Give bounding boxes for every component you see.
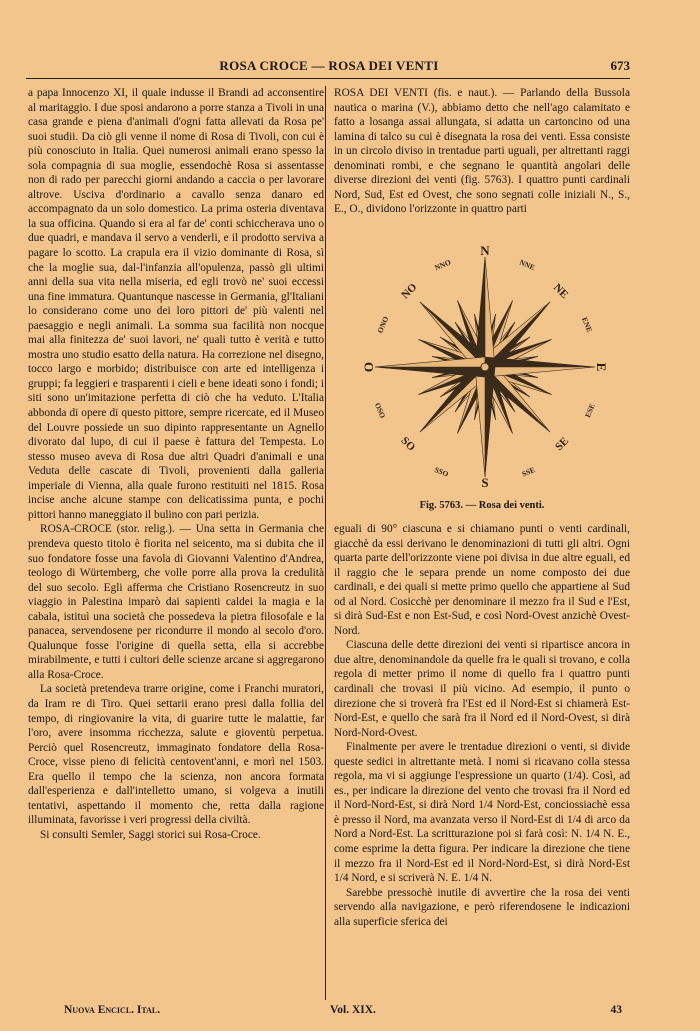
page-number: 673 [610, 58, 630, 73]
figure-caption: Fig. 5763. — Rosa dei venti. [419, 500, 545, 511]
paragraph-navigazione: Sarebbe pressochè inutile di avvertire che la rosa dei venti servendo alla navigazione, e però riferendosene le indicazioni alla superficie sferica dei [334, 886, 630, 928]
paragraph-cardinali: eguali di 90° ciascuna e si chiamano punti o venti cardinali, giacchè da essi derivano le denominazioni di tutti gli altri. Ogni quarta parte dell'orizzonte viene poi divisa in due altre eguali, ed il raggio che le separa prende un nome composto dei due cardinali, e dei quali si mette primo quello che appartiene al Sud od al Nord. Cosicchè per denominare il mezzo fra il Sud e l'Est, si dirà Sud-Est e non Est-Sud, e così Nord-Ovest anzichè Ovest-Nord. [334, 523, 630, 637]
compass-label-sse: SSE [520, 465, 537, 479]
rose-ray-8-light [485, 367, 595, 377]
column-divider [325, 86, 326, 1000]
compass-label-se: SE [553, 435, 572, 454]
compass-label-nno: NNO [433, 257, 453, 273]
compass-label-o: O [361, 361, 376, 373]
compass-label-ese: ESE [582, 402, 597, 419]
compass-label-sso: SSO [433, 464, 450, 479]
paragraph-reference: Si consulti Semler, Saggi storici sui Rosa-Croce. [40, 828, 261, 841]
footer-volume: Vol. XIX. [330, 1004, 376, 1016]
paragraph-societa: La società pretendeva trarre origine, come i Franchi muratori, da Iram re di Tiro. Quei settarii erano presi dalla follia del tempo, di ringiovanire la vita, di guarire tutte le malattie, far l'oro, avere insomma ricchezza, salute e gioventù perpetua. Perciò quel Rosencreutz, immaginato fondatore della Rosa-Croce, visse pieno di felicità centovent'anni, e morì nel 1503. Era quello il tempo che la scienza, non ancora formata dall'esperienza e dall'intelletto umano, si volgeva a inutili tentativi, aspettando il momento che, retta dalla ragione illuminata, favorisse i veri progressi della civiltà. [28, 683, 324, 827]
paragraph-trentadue: Finalmente per avere le trentadue direzioni o venti, si divide queste sedici in altrettante metà. I nomi si ricavano colla stessa regola, ma vi si aggiunge l'espressione un quarto (1/4). Così, ad es., per indicare la direzione del vento che trovasi fra il Nord ed il Nord-Nord-Est, si dirà Nord 1/4 Nord-Est, conciossiachè essa è presso il Nord, ma avanzata verso il Nord-Est di 1/4 di arco da Nord a Nord-Est. La scritturazione poi si farà così: N. 1/4 N. E., come esprime la detta figura. Per indicare la direzione che tiene il mezzo fra il Nord-Est ed il Nord-Nord-Est, si dirà Nord-Est 1/4 Nord, e si scriverà N. E. 1/4 N. [334, 741, 630, 885]
footer-publication: Nuova Encicl. Ital. [64, 1004, 161, 1016]
compass-label-no: NO [399, 281, 420, 302]
compass-label-e: E [594, 362, 609, 372]
compass-label-ene: ENE [579, 315, 595, 334]
rose-ray-24-light [375, 357, 485, 367]
compass-label-ne: NE [551, 281, 571, 301]
compass-label-nne: NNE [518, 257, 537, 273]
paragraph-ripartizione: Ciascuna delle dette direzioni dei venti si ripartisce ancora in due altre, denominandole da quelle fra le quali si trovano, e colla regola di metter primo il nome di quello fra i quattro punti cardinali che trovasi il più vicino. Ad esempio, il punto o direzione che si troverà fra l'Est ed il Nord-Est si chiamerà Est-Nord-Est, e quello che sarà fra il Nord ed il Nord-Ovest, si dirà Nord-Nord-Ovest. [334, 639, 630, 739]
rose-ray-16-dark [485, 367, 495, 477]
rose-ray-24-dark [375, 367, 485, 377]
compass-label-s: S [481, 475, 489, 490]
rose-ray-0-light [485, 257, 495, 367]
footer-signature: 43 [610, 1004, 622, 1016]
compass-label-oso: OSO [372, 401, 388, 420]
compass-rose-figure [360, 245, 610, 490]
header-rule [26, 78, 630, 79]
rose-ray-8-dark [485, 357, 595, 367]
running-title: ROSA CROCE — ROSA DEI VENTI [219, 58, 439, 73]
paragraph-rosa-croce: ROSA-CROCE (stor. relig.). — Una setta in Germania che prendeva questo titolo è fiorita nel seicento, ma si dubita che il suo fondatore fosse una favola di Giovanni Valentino d'Andrea, teologo di Würtemberg, che volle porre alla prova la credulità del suo secolo. Egli afferma che Cristiano Rosencreutz in suo viaggio in Palestina imparò dai sapienti caldei la magia e la cabala, istituì una società che possedeva la pietra filosofale e la panacea, servendosene per ricondurre il mondo al secolo d'oro. Qualunque fosse l'origine di quella setta, ella si accrebbe mirabilmente, e tutti i cultori delle scienze arcane si aggregarono alla Rosa-Croce. [28, 523, 324, 681]
rose-center [481, 363, 489, 371]
compass-label-ono: ONO [375, 315, 391, 335]
page-header [28, 56, 630, 78]
paragraph-rosa-venti: ROSA DEI VENTI (fis. e naut.). — Parlando della Bussola nautica o marina (V.), abbiamo detto che nell'ago calamitato e fatto a losanga assai allungata, si adatta un cartoncino od una lamina di talco su cui è disegnata la rosa dei venti. Essa consiste in un circolo diviso in trentadue parti uguali, per altrettanti raggi denominati rombi, e che segnano le quantità angolari delle diverse direzioni dei venti (fig. 5763). I quattro punti cardinali Nord, Sud, Est ed Ovest, che sono segnati colle iniziali N., S., E., O., dividono l'orizzonte in quattro parti [334, 87, 630, 216]
rose-ray-16-light [475, 367, 485, 477]
right-column-top [334, 86, 630, 217]
left-column [28, 86, 324, 842]
paragraph-rosa-tivoli: a papa Innocenzo XI, il quale indusse il Brandi ad acconsentire al maritaggio. I due sposi andarono a porre stanza a Tivoli in una casa grande e piena d'animali d'ogni fatta allevati da Rosa pe' suoi studii. Da ciò gli venne il nome di Rosa di Tivoli, con cui è più conosciuto in Italia. Quei numerosi animali erano spesso la sola compagnia di sua moglie, essendochè Rosa si assentasse non di rado per parecchi giorni andando a caccia o per lavorare altrove. Usciva d'ordinario a cavallo senza danaro ed accompagnato da un solo domestico. La prima osteria diventava la sua officina. Quando si era al far de' conti schiccherava uno o due quadri, e mandava il servo a venderli, e il prodotto serviva a pagare lo scotto. La crapula era il vizio dominante di Rosa, sì che la moglie sua, dal-l'infanzia all'opulenza, passò gli ultimi anni della sua vita nella miseria, ed egli trovò ne' suoi eccessi una fine immatura. Quantunque nascesse in Germania, gl'Italiani lo considerano come uno dei loro pittori de' più valenti nel paesaggio e negli animali. La somma sua facilità non nocque mai alla finitezza de' suoi lavori, ne' quali tutto è verità e tutto mostra uno studio esatto della natura. Ha correzione nel disegno, tocco largo e morbido; distribuisce con arte ed intelligenza i gruppi; fa leggieri e trasparenti i cieli e bene ideati sono i fondi; i siti sono un'imitazione perfetta di ciò che ha veduto. L'Italia abbonda di opere di questo pittore, sempre ricercate, ed il Museo del Louvre possiede un suo dipinto rappresentante un Agnello divorato dal lupo, di cui il paese è fattura del Tempesta. Lo stesso museo aveva di Rosa due altri Quadri d'animali e una Veduta delle cascate di Tivoli, provenienti dalla galleria imperiale di Vienna, alla quale furono restituiti nel 1815. Rosa incise anche alcune stampe con delicatissima punta, e pochi pittori hanno maneggiato il bulino con pari perizia. [28, 87, 324, 521]
rose-ray-0-dark [475, 257, 485, 367]
compass-label-n: N [480, 245, 490, 258]
right-column-bottom [334, 522, 630, 929]
compass-label-so: SO [398, 434, 418, 454]
